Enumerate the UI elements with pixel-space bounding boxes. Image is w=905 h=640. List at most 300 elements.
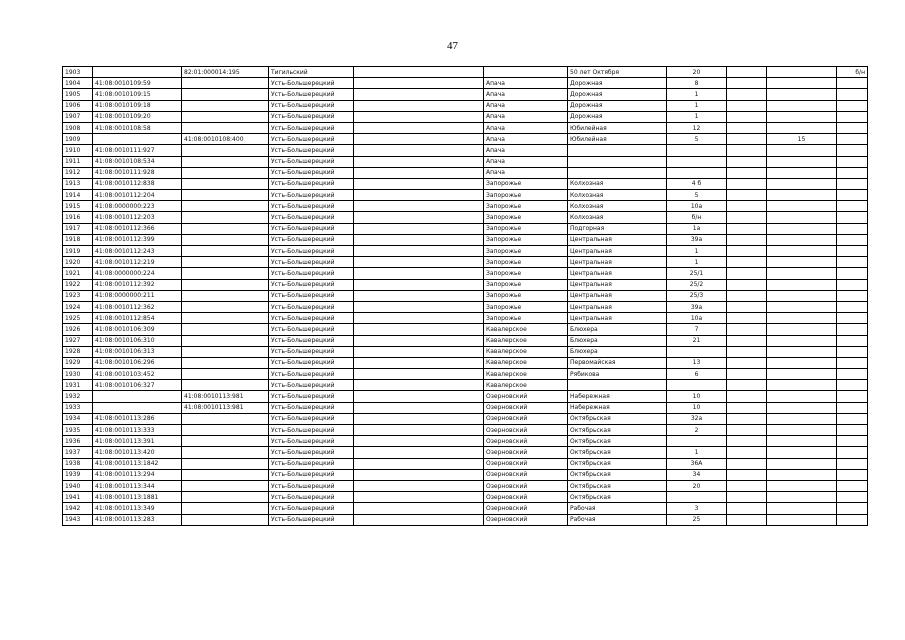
house-number-cell: 10а	[667, 201, 727, 212]
empty-column-cell	[727, 357, 767, 368]
empty-column-cell	[727, 201, 767, 212]
house-number-cell: 32а	[667, 413, 727, 424]
row-number-cell: 1910	[63, 145, 93, 156]
house-number-cell: 12	[667, 122, 727, 133]
last-column-cell	[837, 156, 868, 167]
table-row	[63, 212, 868, 223]
settlement-cell: Запорожье	[484, 279, 568, 290]
last-column-cell	[837, 313, 868, 324]
row-number-cell: 1919	[63, 246, 93, 257]
settlement-cell: Запорожье	[484, 212, 568, 223]
house-number-cell: 2	[667, 425, 727, 436]
row-number-cell: 1924	[63, 301, 93, 312]
district-cell: Усть-Большерецкий	[269, 178, 354, 189]
table-row	[63, 413, 868, 424]
cadastral-number-cell: 41:08:0010106:313	[93, 346, 182, 357]
cadastral-number-cell: 41:08:0000000:223	[93, 201, 182, 212]
row-number-cell: 1918	[63, 234, 93, 245]
street-cell	[568, 167, 667, 178]
extra-number-cell	[767, 447, 837, 458]
house-number-cell: 10	[667, 402, 727, 413]
row-number-cell: 1931	[63, 380, 93, 391]
row-number-cell: 1911	[63, 156, 93, 167]
empty-column-cell	[727, 156, 767, 167]
house-number-cell: 25/1	[667, 268, 727, 279]
table-row	[63, 190, 868, 201]
street-cell: Октябрьская	[568, 447, 667, 458]
cadastral-number-alt-cell	[182, 480, 269, 491]
empty-column-cell	[727, 268, 767, 279]
cadastral-number-cell: 41:08:0010108:58	[93, 122, 182, 133]
extra-number-cell	[767, 156, 837, 167]
empty-column-cell	[354, 503, 484, 514]
cadastral-number-alt-cell	[182, 111, 269, 122]
district-cell: Усть-Большерецкий	[269, 268, 354, 279]
last-column-cell	[837, 178, 868, 189]
house-number-cell: 10а	[667, 313, 727, 324]
last-column-cell	[837, 480, 868, 491]
table-row	[63, 67, 868, 78]
cadastral-number-cell: 41:08:0000000:224	[93, 268, 182, 279]
empty-column-cell	[354, 346, 484, 357]
cadastral-number-alt-cell	[182, 447, 269, 458]
last-column-cell	[837, 447, 868, 458]
cadastral-number-alt-cell: 41:08:0010108:400	[182, 134, 269, 145]
row-number-cell: 1926	[63, 324, 93, 335]
empty-column-cell	[354, 380, 484, 391]
cadastral-number-alt-cell	[182, 514, 269, 525]
house-number-cell: 20	[667, 67, 727, 78]
cadastral-number-cell: 41:08:0010113:391	[93, 436, 182, 447]
last-column-cell	[837, 503, 868, 514]
house-number-cell	[667, 156, 727, 167]
empty-column-cell	[354, 212, 484, 223]
last-column-cell	[837, 324, 868, 335]
empty-column-cell	[727, 301, 767, 312]
house-number-cell: 39а	[667, 301, 727, 312]
extra-number-cell	[767, 301, 837, 312]
district-cell: Усть-Большерецкий	[269, 469, 354, 480]
house-number-cell: 1	[667, 447, 727, 458]
row-number-cell: 1920	[63, 257, 93, 268]
row-number-cell: 1933	[63, 402, 93, 413]
house-number-cell: 1	[667, 246, 727, 257]
row-number-cell: 1906	[63, 100, 93, 111]
last-column-cell	[837, 201, 868, 212]
cadastral-number-alt-cell	[182, 380, 269, 391]
house-number-cell: 13	[667, 357, 727, 368]
cadastral-number-alt-cell	[182, 167, 269, 178]
empty-column-cell	[354, 122, 484, 133]
table-row	[63, 178, 868, 189]
extra-number-cell	[767, 335, 837, 346]
extra-number-cell: 15	[767, 134, 837, 145]
row-number-cell: 1913	[63, 178, 93, 189]
row-number-cell: 1937	[63, 447, 93, 458]
extra-number-cell	[767, 89, 837, 100]
cadastral-number-cell: 41:08:0010112:392	[93, 279, 182, 290]
settlement-cell: Озерновский	[484, 480, 568, 491]
empty-column-cell	[727, 492, 767, 503]
last-column-cell	[837, 369, 868, 380]
table-row	[63, 425, 868, 436]
row-number-cell: 1934	[63, 413, 93, 424]
table-row	[63, 480, 868, 491]
district-cell: Усть-Большерецкий	[269, 134, 354, 145]
table-row	[63, 156, 868, 167]
house-number-cell: 6	[667, 369, 727, 380]
street-cell: Рабочая	[568, 503, 667, 514]
settlement-cell: Апача	[484, 167, 568, 178]
table-body	[63, 67, 868, 526]
row-number-cell: 1912	[63, 167, 93, 178]
table-row	[63, 357, 868, 368]
empty-column-cell	[727, 335, 767, 346]
extra-number-cell	[767, 436, 837, 447]
house-number-cell	[667, 380, 727, 391]
row-number-cell: 1943	[63, 514, 93, 525]
table-row	[63, 122, 868, 133]
cadastral-number-alt-cell	[182, 122, 269, 133]
extra-number-cell	[767, 246, 837, 257]
street-cell: Октябрьская	[568, 458, 667, 469]
house-number-cell: б/н	[667, 212, 727, 223]
row-number-cell: 1908	[63, 122, 93, 133]
empty-column-cell	[354, 402, 484, 413]
district-cell: Усть-Большерецкий	[269, 145, 354, 156]
last-column-cell	[837, 425, 868, 436]
settlement-cell: Озерновский	[484, 402, 568, 413]
empty-column-cell	[354, 201, 484, 212]
row-number-cell: 1903	[63, 67, 93, 78]
settlement-cell: Озерновский	[484, 492, 568, 503]
last-column-cell	[837, 100, 868, 111]
district-cell: Усть-Большерецкий	[269, 190, 354, 201]
row-number-cell: 1942	[63, 503, 93, 514]
empty-column-cell	[727, 145, 767, 156]
settlement-cell: Озерновский	[484, 425, 568, 436]
street-cell: Октябрьская	[568, 492, 667, 503]
cadastral-number-alt-cell	[182, 78, 269, 89]
cadastral-number-cell: 41:08:0010109:15	[93, 89, 182, 100]
cadastral-number-alt-cell	[182, 346, 269, 357]
empty-column-cell	[354, 514, 484, 525]
empty-column-cell	[727, 67, 767, 78]
empty-column-cell	[354, 313, 484, 324]
street-cell: Октябрьская	[568, 413, 667, 424]
district-cell: Усть-Большерецкий	[269, 167, 354, 178]
settlement-cell: Апача	[484, 78, 568, 89]
district-cell: Усть-Большерецкий	[269, 514, 354, 525]
house-number-cell: 36А	[667, 458, 727, 469]
last-column-cell	[837, 402, 868, 413]
cadastral-number-cell: 41:08:0010111:928	[93, 167, 182, 178]
district-cell: Усть-Большерецкий	[269, 346, 354, 357]
empty-column-cell	[727, 178, 767, 189]
empty-column-cell	[354, 234, 484, 245]
table-row	[63, 145, 868, 156]
street-cell: Набережная	[568, 391, 667, 402]
table-row	[63, 78, 868, 89]
district-cell: Усть-Большерецкий	[269, 156, 354, 167]
empty-column-cell	[727, 290, 767, 301]
empty-column-cell	[727, 89, 767, 100]
street-cell: Дорожная	[568, 78, 667, 89]
cadastral-number-cell: 41:08:0010109:18	[93, 100, 182, 111]
extra-number-cell	[767, 480, 837, 491]
street-cell: Октябрьская	[568, 469, 667, 480]
table-row	[63, 223, 868, 234]
last-column-cell	[837, 413, 868, 424]
street-cell: Центральная	[568, 290, 667, 301]
table-row	[63, 301, 868, 312]
row-number-cell: 1941	[63, 492, 93, 503]
district-cell: Усть-Большерецкий	[269, 402, 354, 413]
district-cell: Усть-Большерецкий	[269, 480, 354, 491]
house-number-cell: 25/3	[667, 290, 727, 301]
district-cell: Усть-Большерецкий	[269, 413, 354, 424]
table-row	[63, 436, 868, 447]
street-cell: Центральная	[568, 313, 667, 324]
settlement-cell	[484, 67, 568, 78]
settlement-cell: Апача	[484, 145, 568, 156]
street-cell: Центральная	[568, 234, 667, 245]
last-column-cell	[837, 346, 868, 357]
extra-number-cell	[767, 167, 837, 178]
empty-column-cell	[354, 279, 484, 290]
empty-column-cell	[727, 480, 767, 491]
last-column-cell	[837, 134, 868, 145]
house-number-cell	[667, 492, 727, 503]
table-row	[63, 503, 868, 514]
extra-number-cell	[767, 212, 837, 223]
empty-column-cell	[354, 246, 484, 257]
house-number-cell	[667, 346, 727, 357]
house-number-cell: 1	[667, 111, 727, 122]
last-column-cell	[837, 268, 868, 279]
empty-column-cell	[354, 167, 484, 178]
house-number-cell: 4 б	[667, 178, 727, 189]
house-number-cell: 20	[667, 480, 727, 491]
cadastral-number-alt-cell	[182, 324, 269, 335]
settlement-cell: Озерновский	[484, 447, 568, 458]
street-cell: Подгорная	[568, 223, 667, 234]
settlement-cell: Апача	[484, 122, 568, 133]
settlement-cell: Кавалерское	[484, 346, 568, 357]
table-row	[63, 268, 868, 279]
district-cell: Усть-Большерецкий	[269, 223, 354, 234]
cadastral-number-alt-cell	[182, 492, 269, 503]
empty-column-cell	[727, 425, 767, 436]
empty-column-cell	[727, 122, 767, 133]
street-cell: Октябрьская	[568, 425, 667, 436]
table-row	[63, 346, 868, 357]
settlement-cell: Озерновский	[484, 391, 568, 402]
table-row	[63, 246, 868, 257]
settlement-cell: Озерновский	[484, 503, 568, 514]
house-number-cell: 25/2	[667, 279, 727, 290]
row-number-cell: 1905	[63, 89, 93, 100]
empty-column-cell	[354, 100, 484, 111]
empty-column-cell	[727, 246, 767, 257]
district-cell: Усть-Большерецкий	[269, 335, 354, 346]
empty-column-cell	[354, 223, 484, 234]
table-row	[63, 492, 868, 503]
row-number-cell: 1923	[63, 290, 93, 301]
street-cell: Юбилейная	[568, 122, 667, 133]
last-column-cell	[837, 301, 868, 312]
district-cell: Усть-Большерецкий	[269, 279, 354, 290]
settlement-cell: Апача	[484, 100, 568, 111]
cadastral-number-cell: 41:08:0010113:420	[93, 447, 182, 458]
table-row	[63, 447, 868, 458]
street-cell: Первомайская	[568, 357, 667, 368]
cadastral-number-cell: 41:08:0010113:349	[93, 503, 182, 514]
empty-column-cell	[354, 290, 484, 301]
row-number-cell: 1915	[63, 201, 93, 212]
extra-number-cell	[767, 122, 837, 133]
district-cell: Усть-Большерецкий	[269, 201, 354, 212]
house-number-cell: 1а	[667, 223, 727, 234]
street-cell: Октябрьская	[568, 436, 667, 447]
street-cell: Рябикова	[568, 369, 667, 380]
page-number: 47	[447, 40, 458, 52]
empty-column-cell	[727, 279, 767, 290]
extra-number-cell	[767, 324, 837, 335]
cadastral-number-alt-cell	[182, 190, 269, 201]
settlement-cell: Запорожье	[484, 301, 568, 312]
last-column-cell	[837, 436, 868, 447]
district-cell: Усть-Большерецкий	[269, 122, 354, 133]
extra-number-cell	[767, 391, 837, 402]
empty-column-cell	[354, 67, 484, 78]
empty-column-cell	[727, 346, 767, 357]
district-cell: Усть-Большерецкий	[269, 100, 354, 111]
empty-column-cell	[727, 447, 767, 458]
settlement-cell: Запорожье	[484, 246, 568, 257]
last-column-cell	[837, 514, 868, 525]
extra-number-cell	[767, 313, 837, 324]
empty-column-cell	[727, 503, 767, 514]
house-number-cell: 3	[667, 503, 727, 514]
house-number-cell: 25	[667, 514, 727, 525]
table-row	[63, 514, 868, 525]
street-cell: Колхозная	[568, 190, 667, 201]
extra-number-cell	[767, 290, 837, 301]
district-cell: Усть-Большерецкий	[269, 324, 354, 335]
settlement-cell: Запорожье	[484, 201, 568, 212]
cadastral-number-alt-cell	[182, 458, 269, 469]
table-row	[63, 111, 868, 122]
cadastral-number-alt-cell	[182, 234, 269, 245]
empty-column-cell	[354, 190, 484, 201]
cadastral-number-alt-cell	[182, 201, 269, 212]
table-row	[63, 201, 868, 212]
settlement-cell: Кавалерское	[484, 369, 568, 380]
cadastral-number-cell: 41:08:0010112:854	[93, 313, 182, 324]
extra-number-cell	[767, 223, 837, 234]
street-cell: Блюхера	[568, 335, 667, 346]
extra-number-cell	[767, 503, 837, 514]
table-row	[63, 313, 868, 324]
street-cell	[568, 380, 667, 391]
extra-number-cell	[767, 492, 837, 503]
table-row	[63, 335, 868, 346]
empty-column-cell	[727, 436, 767, 447]
settlement-cell: Запорожье	[484, 223, 568, 234]
last-column-cell	[837, 190, 868, 201]
street-cell: Октябрьская	[568, 480, 667, 491]
extra-number-cell	[767, 234, 837, 245]
row-number-cell: 1925	[63, 313, 93, 324]
extra-number-cell	[767, 413, 837, 424]
empty-column-cell	[354, 413, 484, 424]
table-row	[63, 234, 868, 245]
street-cell: Центральная	[568, 246, 667, 257]
house-number-cell: 5	[667, 134, 727, 145]
empty-column-cell	[354, 178, 484, 189]
cadastral-number-cell: 41:08:0010113:333	[93, 425, 182, 436]
last-column-cell	[837, 212, 868, 223]
settlement-cell: Апача	[484, 111, 568, 122]
empty-column-cell	[354, 268, 484, 279]
row-number-cell: 1930	[63, 369, 93, 380]
table-row	[63, 134, 868, 145]
settlement-cell: Запорожье	[484, 190, 568, 201]
house-number-cell	[667, 436, 727, 447]
last-column-cell	[837, 458, 868, 469]
cadastral-number-cell: 41:08:0010109:20	[93, 111, 182, 122]
last-column-cell	[837, 89, 868, 100]
district-cell: Усть-Большерецкий	[269, 503, 354, 514]
empty-column-cell	[354, 335, 484, 346]
empty-column-cell	[727, 402, 767, 413]
cadastral-number-cell: 41:08:0010106:310	[93, 335, 182, 346]
settlement-cell: Озерновский	[484, 413, 568, 424]
row-number-cell: 1929	[63, 357, 93, 368]
cadastral-number-alt-cell	[182, 178, 269, 189]
empty-column-cell	[727, 458, 767, 469]
empty-column-cell	[354, 134, 484, 145]
cadastral-number-cell: 41:08:0010113:1881	[93, 492, 182, 503]
empty-column-cell	[727, 78, 767, 89]
last-column-cell	[837, 111, 868, 122]
empty-column-cell	[354, 369, 484, 380]
empty-column-cell	[354, 469, 484, 480]
last-column-cell	[837, 279, 868, 290]
row-number-cell: 1940	[63, 480, 93, 491]
empty-column-cell	[354, 89, 484, 100]
extra-number-cell	[767, 145, 837, 156]
last-column-cell	[837, 290, 868, 301]
table-row	[63, 324, 868, 335]
cadastral-number-cell: 41:08:0010113:286	[93, 413, 182, 424]
house-number-cell: 1	[667, 89, 727, 100]
street-cell: Блюхера	[568, 346, 667, 357]
table-row	[63, 100, 868, 111]
empty-column-cell	[727, 223, 767, 234]
extra-number-cell	[767, 346, 837, 357]
cadastral-number-cell: 41:08:0010108:534	[93, 156, 182, 167]
cadastral-number-alt-cell	[182, 223, 269, 234]
cadastral-number-cell: 41:08:0010112:203	[93, 212, 182, 223]
empty-column-cell	[354, 458, 484, 469]
house-number-cell: 10	[667, 391, 727, 402]
cadastral-number-alt-cell	[182, 212, 269, 223]
empty-column-cell	[727, 111, 767, 122]
cadastral-number-alt-cell	[182, 503, 269, 514]
empty-column-cell	[727, 134, 767, 145]
